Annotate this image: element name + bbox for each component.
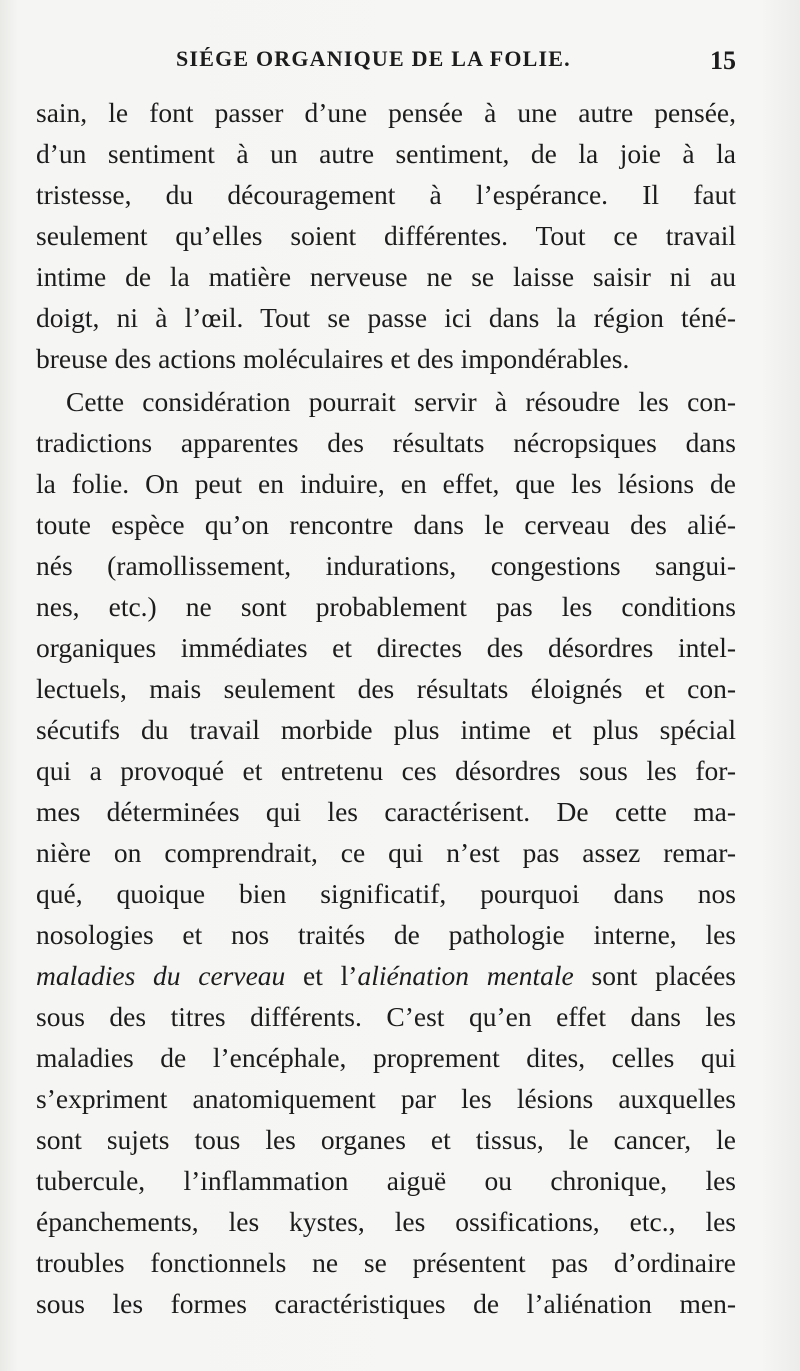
- text-line: nière on comprendrait, ce qui n’est pas assez remar-: [36, 837, 736, 868]
- text-line-with-italics: [36, 955, 736, 996]
- text-line: tubercule, l’inflammation aiguë ou chronique, les: [36, 1165, 736, 1196]
- text-line: d’un sentiment à un autre sentiment, de la joie à la: [36, 138, 736, 169]
- text-line: s’expriment anatomiquement par les lésions auxquelles: [36, 1083, 736, 1114]
- body-text: [36, 92, 736, 1324]
- text-line: nosologies et nos traités de pathologie interne, les: [36, 919, 736, 950]
- text-line: doigt, ni à l’œil. Tout se passe ici dans la région téné-: [36, 302, 736, 333]
- page-header: [36, 46, 736, 86]
- text-line: intime de la matière nerveuse ne se laisse saisir ni au: [36, 261, 736, 292]
- page-number: 15: [710, 46, 736, 75]
- text-fragment: sont placées: [573, 960, 736, 991]
- text-line: breuse des actions moléculaires et des impondérables.: [36, 343, 630, 374]
- text-line: nes, etc.) ne sont probablement pas les conditions: [36, 591, 736, 622]
- text-line: sécutifs du travail morbide plus intime et plus spécial: [36, 714, 736, 745]
- text-line: qui a provoqué et entretenu ces désordres sous les for-: [36, 755, 736, 786]
- text-line: sont sujets tous les organes et tissus, le cancer, le: [36, 1124, 736, 1155]
- text-line: qué, quoique bien significatif, pourquoi dans nos: [36, 878, 736, 909]
- text-line: seulement qu’elles soient différentes. Tout ce travail: [36, 220, 736, 251]
- text-line: maladies de l’encéphale, proprement dites, celles qui: [36, 1042, 736, 1073]
- text-line: sain, le font passer d’une pensée à une autre pensée,: [36, 97, 736, 128]
- text-line: tradictions apparentes des résultats nécropsiques dans: [36, 427, 736, 458]
- running-title: SIÉGE ORGANIQUE DE LA FOLIE.: [176, 46, 571, 71]
- text-fragment: et l’: [285, 960, 358, 991]
- text-line: épanchements, les kystes, les ossifications, etc., les: [36, 1206, 736, 1237]
- text-line: organiques immédiates et directes des désordres intel-: [36, 632, 736, 663]
- paragraph-start-line: Cette considération pourrait servir à résoudre les con-: [66, 386, 736, 417]
- text-line: toute espèce qu’on rencontre dans le cerveau des alié-: [36, 509, 736, 540]
- text-line: tristesse, du découragement à l’espérance. Il faut: [36, 179, 736, 210]
- italic-term-alienation-mentale: aliénation mentale: [357, 960, 574, 991]
- text-line: lectuels, mais seulement des résultats éloignés et con-: [36, 673, 736, 704]
- italic-term-maladies-du-cerveau: maladies du cerveau: [36, 960, 286, 991]
- text-line: sous des titres différents. C’est qu’en effet dans les: [36, 1001, 736, 1032]
- text-line: nés (ramollissement, indurations, congestions sangui-: [36, 550, 736, 581]
- text-line: mes déterminées qui les caractérisent. De cette ma-: [36, 796, 736, 827]
- text-line: la folie. On peut en induire, en effet, que les lésions de: [36, 468, 736, 499]
- text-line: sous les formes caractéristiques de l’aliénation men-: [36, 1288, 736, 1319]
- text-line: troubles fonctionnels ne se présentent pas d’ordinaire: [36, 1247, 736, 1278]
